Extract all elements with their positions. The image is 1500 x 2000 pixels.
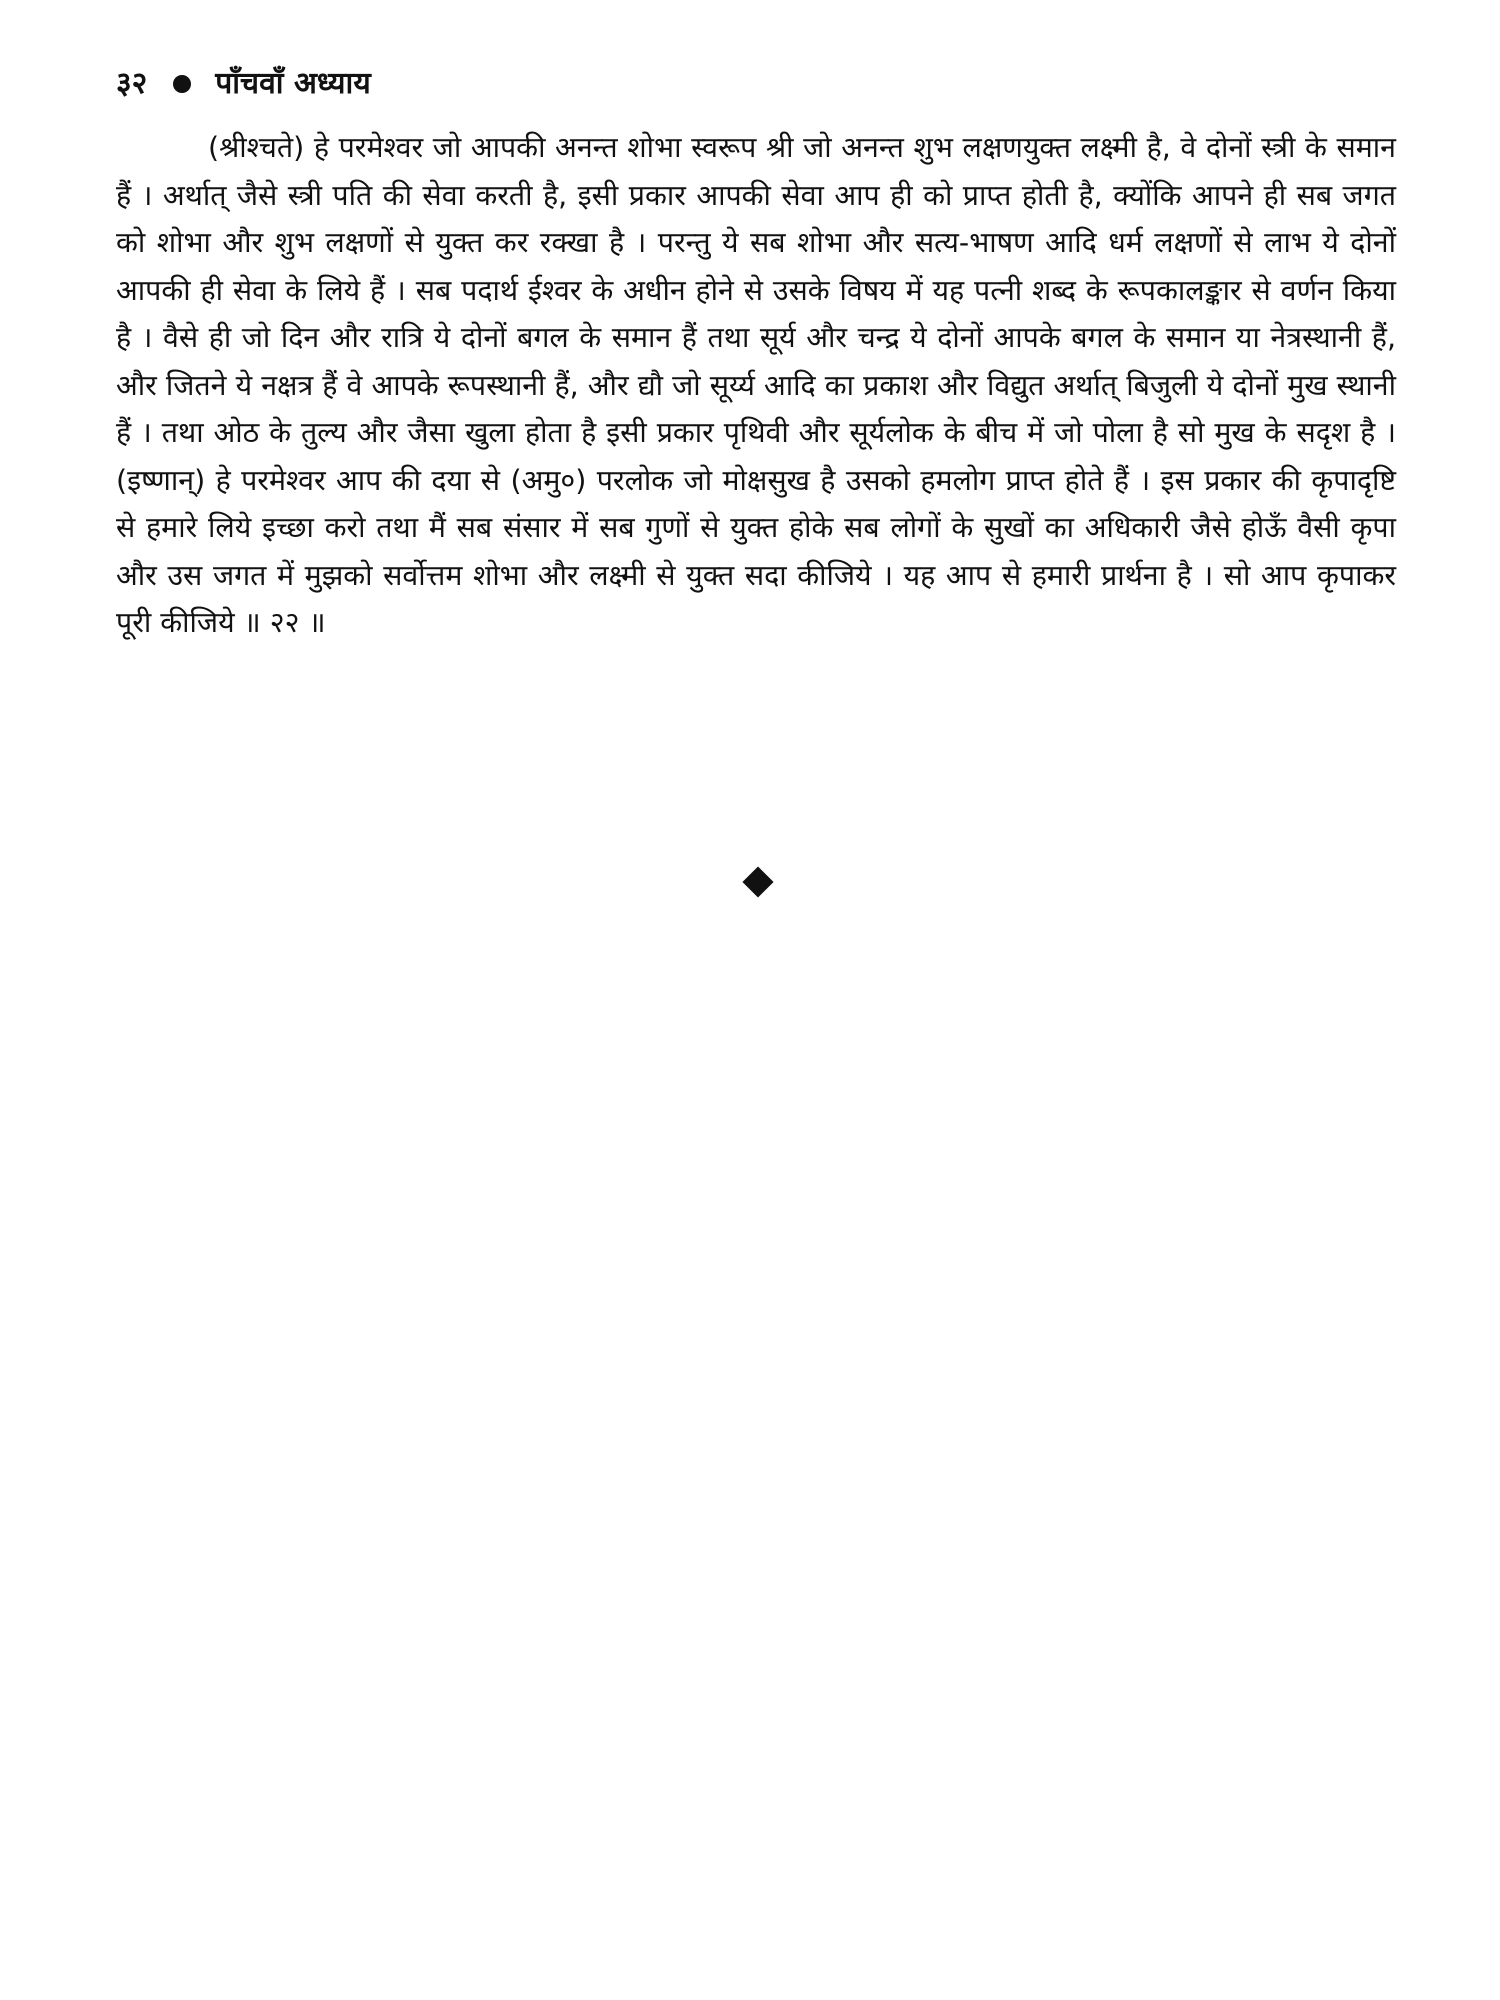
- body-paragraph: (श्रीश्चते) हे परमेश्वर जो आपकी अनन्त शोभा स्वरूप श्री जो अनन्त शुभ लक्षणयुक्त लक्ष्मी है, वे दोनों स्त्री के समान हैं । अर्थात् जैसे स्त्री पति की सेवा करती है, इसी प्रकार आपकी सेवा आप ही को प्राप्त होती है, क्योंकि आपने ही सब जगत को शोभा और शुभ लक्षणों से युक्त कर रक्खा है । परन्तु ये सब शोभा और सत्य-भाषण आदि धर्म लक्षणों से लाभ ये दोनों आपकी ही सेवा के लिये हैं । सब पदार्थ ईश्वर के अधीन होने से उसके विषय में यह पत्नी शब्द के रूपकालङ्कार से वर्णन किया है । वैसे ही जो दिन और रात्रि ये दोनों बगल के समान हैं तथा सूर्य और चन्द्र ये दोनों आपके बगल के समान या नेत्रस्थानी हैं, और जितने ये नक्षत्र हैं वे आपके रूपस्थानी हैं, और द्यौ जो सूर्य्य आदि का प्रकाश और विद्युत अर्थात् बिजुली ये दोनों मुख स्थानी हैं । तथा ओठ के तुल्य और जैसा खुला होता है इसी प्रकार पृथिवी और सूर्यलोक के बीच में जो पोला है सो मुख के सदृश है । (इष्णान्) हे परमेश्वर आप की दया से (अमु०) परलोक जो मोक्षसुख है उसको हमलोग प्राप्त होते हैं । इस प्रकार की कृपादृष्टि से हमारे लिये इच्छा करो तथा मैं सब संसार में सब गुणों से युक्त होके सब लोगों के सुखों का अधिकारी जैसे होऊँ वैसी कृपा और उस जगत में मुझको सर्वोत्तम शोभा और लक्ष्मी से युक्त सदा कीजिये । यह आप से हमारी प्रार्थना है । सो आप कृपाकर पूरी कीजिये ॥ २२ ॥: [116, 131, 1397, 639]
- running-header: [116, 64, 371, 104]
- diamond-ornament-icon: [742, 866, 773, 897]
- chapter-title: पाँचवाँ अध्याय: [215, 66, 371, 101]
- page-number: ३२: [116, 66, 148, 101]
- bullet-icon: [173, 75, 191, 93]
